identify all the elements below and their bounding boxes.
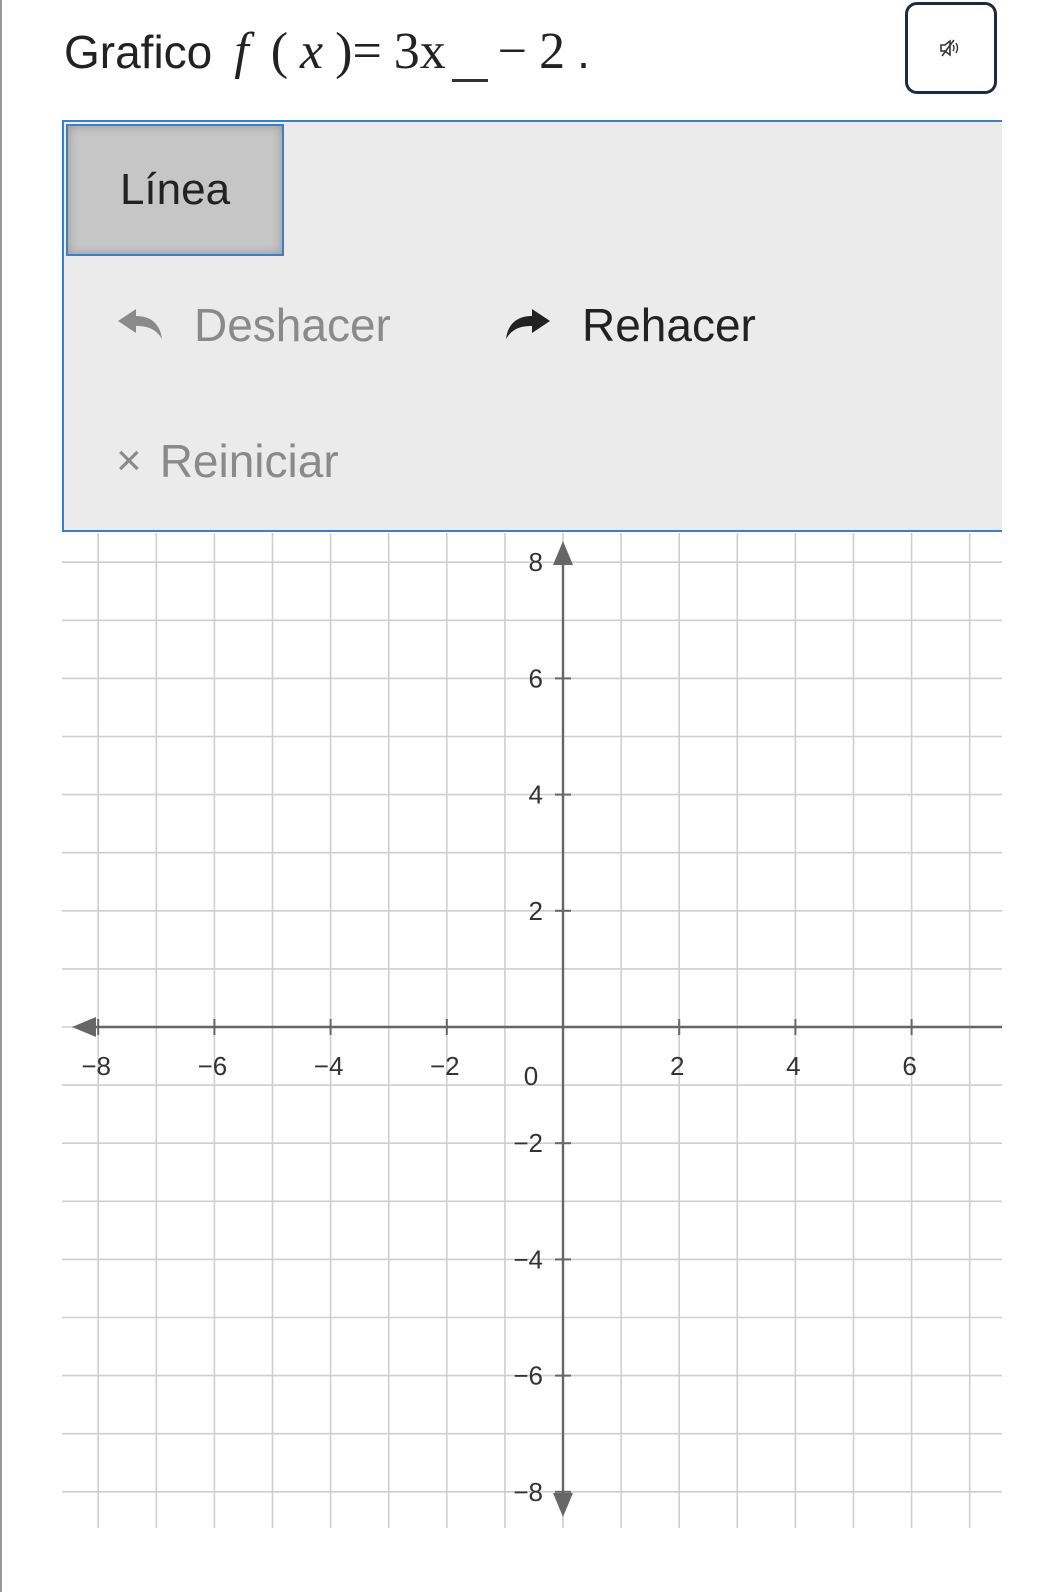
reset-label: Reiniciar bbox=[159, 435, 339, 487]
y-tick-label: 6 bbox=[528, 663, 543, 694]
y-tick-label: 4 bbox=[528, 779, 543, 810]
y-axis-down-arrow bbox=[553, 1493, 573, 1517]
constant-term: 2 bbox=[539, 23, 566, 80]
question-prompt bbox=[64, 22, 590, 86]
coordinate-grid[interactable] bbox=[62, 533, 1002, 1528]
undo-label: Deshacer bbox=[194, 299, 391, 351]
coefficient-term: 3x bbox=[393, 23, 446, 80]
y-tick-label: −8 bbox=[513, 1476, 543, 1507]
x-tick-label: −4 bbox=[313, 1051, 344, 1081]
graph-toolbar bbox=[62, 120, 1002, 532]
variable: x bbox=[300, 23, 324, 80]
blank-underline bbox=[452, 69, 488, 82]
x-tick-label: 6 bbox=[902, 1051, 917, 1081]
equals-sign: = bbox=[352, 23, 382, 80]
y-tick-label: −6 bbox=[513, 1360, 543, 1391]
speaker-muted-icon bbox=[939, 39, 963, 57]
minus-sign: − bbox=[497, 23, 528, 80]
redo-button[interactable] bbox=[504, 298, 756, 352]
x-tick-label: 2 bbox=[669, 1051, 685, 1081]
open-paren: ( bbox=[270, 23, 289, 80]
y-tick-label: −2 bbox=[513, 1128, 543, 1159]
y-tick-label: 8 bbox=[528, 547, 543, 578]
redo-arrow-icon bbox=[504, 307, 552, 343]
prompt-label: Grafico bbox=[64, 26, 213, 78]
x-axis-left-arrow bbox=[72, 1017, 96, 1037]
undo-arrow-icon bbox=[116, 307, 164, 343]
audio-button[interactable] bbox=[905, 2, 997, 94]
y-tick-label: −4 bbox=[513, 1244, 543, 1275]
line-tool-label: Línea bbox=[119, 165, 231, 214]
x-tick-label: 4 bbox=[786, 1051, 801, 1081]
line-tool-button[interactable] bbox=[66, 124, 284, 256]
x-tick-label: −2 bbox=[429, 1051, 460, 1081]
reset-x-icon: × bbox=[116, 436, 142, 485]
y-tick-label: 2 bbox=[528, 895, 543, 926]
period: . bbox=[577, 26, 590, 78]
redo-label: Rehacer bbox=[582, 299, 756, 351]
undo-button[interactable] bbox=[116, 298, 391, 352]
x-tick-label: −8 bbox=[81, 1051, 112, 1081]
x-tick-label: −6 bbox=[197, 1051, 228, 1081]
x-tick-label-origin: 0 bbox=[523, 1061, 539, 1091]
left-border bbox=[0, 0, 2, 1592]
reset-button[interactable] bbox=[116, 434, 339, 488]
function-name: f bbox=[234, 23, 249, 80]
close-paren: ) bbox=[335, 23, 353, 80]
